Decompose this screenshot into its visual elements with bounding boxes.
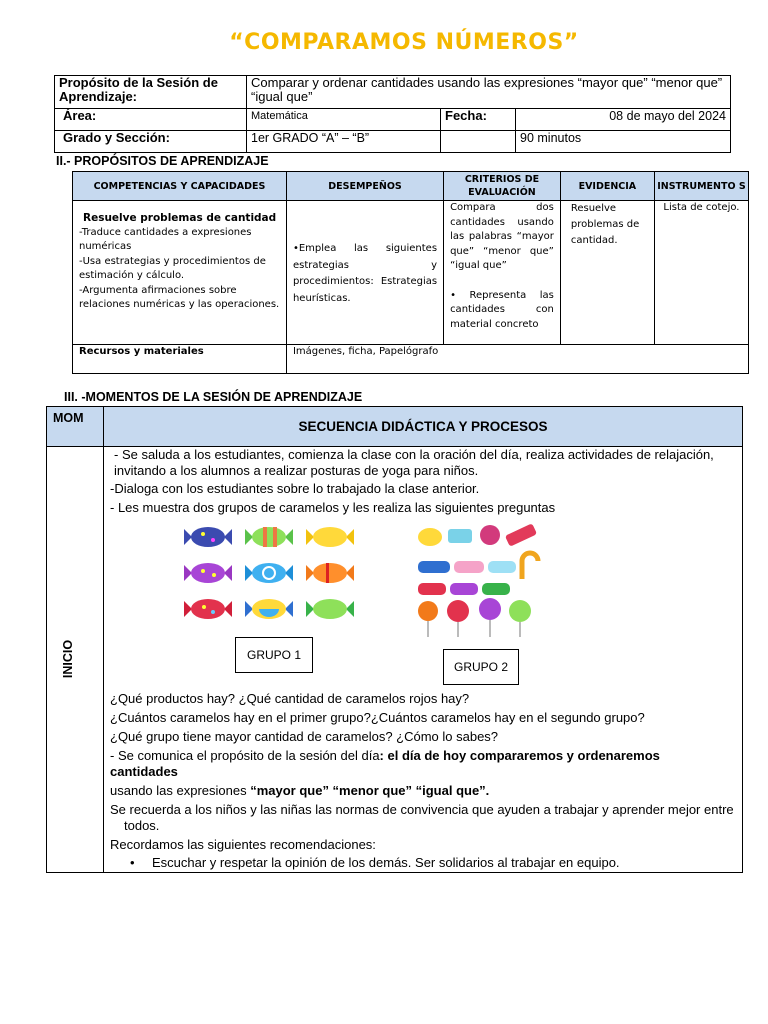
competencia-cell bbox=[73, 201, 287, 345]
instrumento-cell: Lista de cotejo. bbox=[654, 201, 748, 345]
area-value: Matemática bbox=[247, 109, 441, 131]
moment-cell bbox=[47, 447, 104, 873]
proposito-line bbox=[110, 748, 710, 779]
duracion-value: 90 minutos bbox=[516, 131, 731, 153]
criterio-1: Compara dos cantidades usando las palabras “mayor que” “menor que” “igual que” bbox=[450, 202, 554, 271]
desempenos-cell: •Emplea las siguientes estrategias y procedimientos: Estrategias heurísticas. bbox=[286, 201, 443, 345]
question-2: ¿Cuántos caramelos hay en el primer grupo?¿Cuántos caramelos hay en el segundo grupo? bbox=[110, 710, 645, 725]
header-evidencia: EVIDENCIA bbox=[560, 172, 654, 201]
secuencia-header: SECUENCIA DIDÁCTICA Y PROCESOS bbox=[104, 407, 743, 447]
fecha-label: Fecha: bbox=[441, 109, 516, 131]
bullet-icon: • bbox=[130, 855, 135, 870]
criterios-cell bbox=[444, 201, 561, 345]
line-1: - Se saluda a los estudiantes, comienza la clase con la oración del día, realiza actividades de relajación, invitando a los alumnos a realizar posturas de yoga para niños. bbox=[114, 447, 714, 478]
mom-header: MOM bbox=[47, 407, 104, 447]
evidencia-cell: Resuelve problemas de cantidad. bbox=[560, 201, 654, 345]
momentos-table bbox=[46, 406, 743, 873]
grupo-1-label: GRUPO 1 bbox=[235, 637, 313, 673]
line-3: - Les muestra dos grupos de caramelos y les realiza las siguientes preguntas bbox=[110, 500, 556, 515]
header-desempenos: DESEMPEÑOS bbox=[286, 172, 443, 201]
header-instrumentos: INSTRUMENTO S bbox=[654, 172, 748, 201]
recursos-label: Recursos y materiales bbox=[73, 345, 287, 374]
question-3: ¿Qué grupo tiene mayor cantidad de caramelos? ¿Cómo lo sabes? bbox=[110, 729, 499, 744]
section-2-title: II.- PROPÓSITOS DE APRENDIZAJE bbox=[56, 154, 269, 168]
expresiones-line bbox=[110, 783, 489, 799]
grupo-2-label: GRUPO 2 bbox=[443, 649, 519, 685]
proposito-bold: : el día de hoy compararemos y ordenaremos cantidades bbox=[110, 748, 660, 779]
section-3-title: III. -MOMENTOS DE LA SESIÓN DE APRENDIZAJE bbox=[64, 390, 363, 404]
competencia-item: -Argumenta afirmaciones sobre relaciones numéricas y las operaciones. bbox=[79, 284, 280, 310]
normas-text: Se recuerda a los niños y las niñas las normas de convivencia que ayuden a trabajar y aprender mejor entre todos. bbox=[110, 802, 734, 833]
proposito-value: Comparar y ordenar cantidades usando las expresiones “mayor que” “menor que” “igual que” bbox=[247, 76, 731, 109]
grado-value: 1er GRADO “A” – “B” bbox=[247, 131, 441, 153]
proposito-pre: - Se comunica el propósito de la sesión del día bbox=[110, 748, 380, 763]
candy-group-1-image bbox=[180, 523, 370, 625]
normas-line bbox=[110, 802, 750, 833]
page-title: “COMPARAMOS NÚMEROS” bbox=[229, 30, 579, 55]
competencia-item: -Usa estrategias y procedimientos de estimación y cálculo. bbox=[79, 255, 266, 281]
expr-bold: “mayor que” “menor que” “igual que”. bbox=[250, 783, 490, 798]
expr-pre: usando las expresiones bbox=[110, 783, 251, 798]
candy-icon bbox=[184, 527, 354, 619]
competencia-item: -Traduce cantidades a expresiones numéricas bbox=[79, 226, 252, 252]
recursos-value: Imágenes, ficha, Papelógrafo bbox=[286, 345, 748, 374]
candy-group-2-image bbox=[414, 521, 544, 639]
competencia-title: Resuelve problemas de cantidad bbox=[83, 212, 277, 224]
recomendaciones-line: Recordamos las siguientes recomendaciones: bbox=[110, 837, 376, 852]
bullet-line bbox=[130, 855, 620, 871]
competencias-table bbox=[72, 171, 749, 374]
header-criterios: CRITERIOS DE EVALUACIÓN bbox=[444, 172, 561, 201]
criterio-2: • Representa las cantidades con material concreto bbox=[450, 289, 554, 330]
grado-label: Grado y Sección: bbox=[55, 131, 247, 153]
line-2: -Dialoga con los estudiantes sobre lo trabajado la clase anterior. bbox=[110, 481, 480, 496]
candy-icon bbox=[418, 523, 538, 637]
secuencia-cell bbox=[104, 447, 743, 873]
empty-cell bbox=[441, 131, 516, 153]
header-competencias: COMPETENCIAS Y CAPACIDADES bbox=[73, 172, 287, 201]
bullet-text: Escuchar y respetar la opinión de los demás. Ser solidarios al trabajar en equipo. bbox=[152, 855, 620, 870]
moment-label: INICIO bbox=[61, 639, 76, 679]
question-1: ¿Qué productos hay? ¿Qué cantidad de caramelos rojos hay? bbox=[110, 691, 470, 706]
info-table bbox=[54, 75, 731, 153]
proposito-label: Propósito de la Sesión de Aprendizaje: bbox=[55, 76, 247, 109]
area-label: Área: bbox=[55, 109, 247, 131]
fecha-value: 08 de mayo del 2024 bbox=[516, 109, 731, 131]
